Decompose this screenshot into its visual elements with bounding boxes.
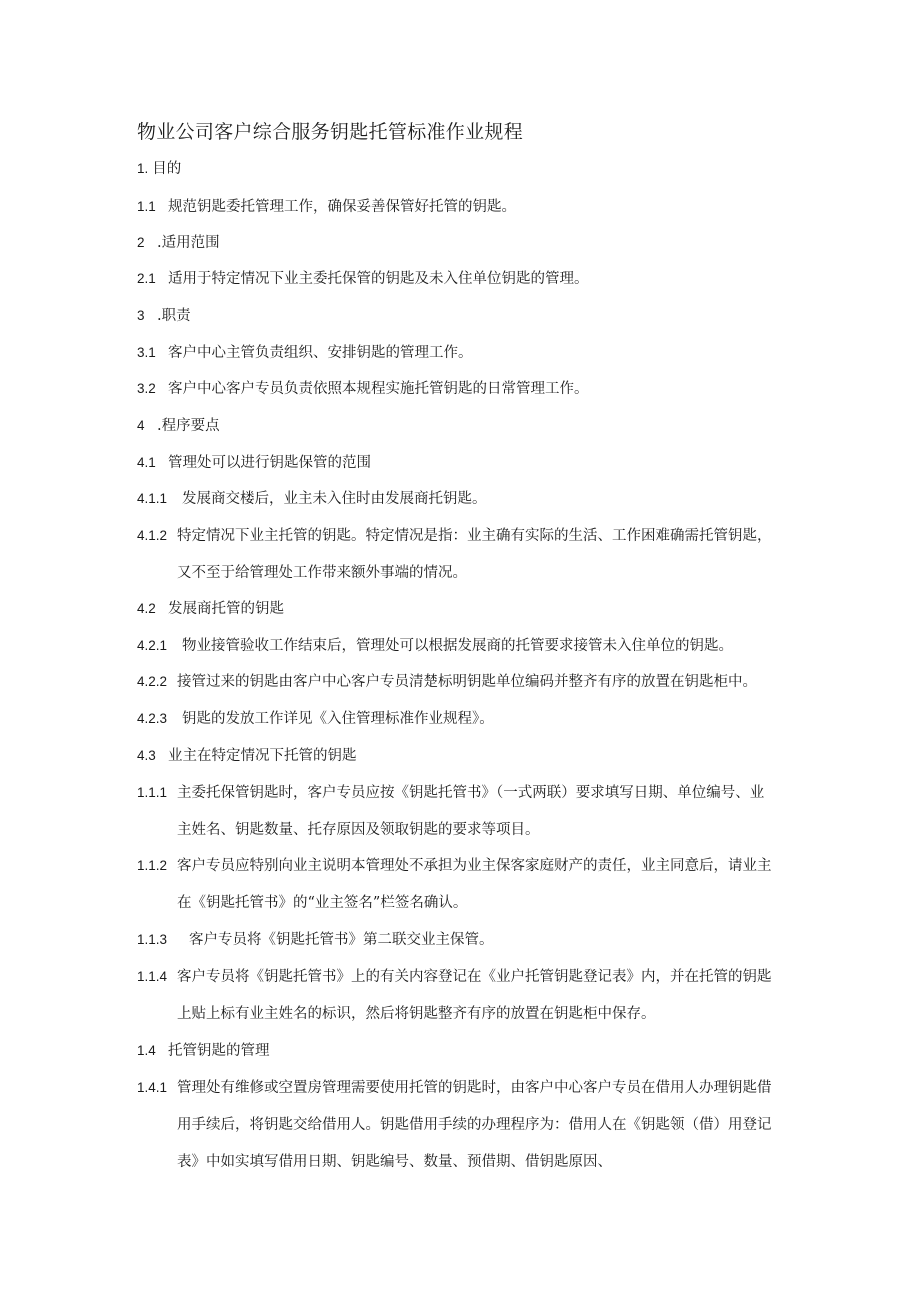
clause bbox=[137, 930, 494, 950]
clause-number: 4.1.1 bbox=[137, 491, 168, 506]
clause-text: 客户专员将《钥匙托管书》上的有关内容登记在《业户托管钥匙登记表》内，并在托管的钥匙 bbox=[177, 969, 772, 985]
section-number: 3 bbox=[137, 308, 145, 323]
clause-text: 客户专员将《钥匙托管书》第二联交业主保管。 bbox=[189, 932, 494, 948]
clause bbox=[137, 636, 733, 656]
clause bbox=[137, 1078, 772, 1098]
clause bbox=[137, 379, 589, 399]
clause-text: 接管过来的钥匙由客户中心客户专员清楚标明钥匙单位编码并整齐有序的放置在钥匙柜中。 bbox=[177, 674, 757, 690]
clause bbox=[137, 856, 772, 876]
clause-number: 4.2.2 bbox=[137, 674, 168, 689]
section-heading bbox=[137, 233, 220, 253]
clause-number: 3.2 bbox=[137, 381, 156, 396]
section-heading bbox=[137, 306, 191, 326]
clause-text: 客户专员应特别向业主说明本管理处不承担为业主保客家庭财产的责任，业主同意后，请业主 bbox=[177, 858, 772, 874]
clause-continuation: 在《钥匙托管书》的“业主签名”栏签名确认。 bbox=[177, 895, 468, 911]
clause-continuation: 表》中如实填写借用日期、钥匙编号、数量、预借期、借钥匙原因、 bbox=[177, 1154, 612, 1170]
document-title: 物业公司客户综合服务钥匙托管标准作业规程 bbox=[137, 121, 524, 143]
clause bbox=[137, 343, 473, 363]
clause bbox=[137, 672, 757, 692]
section-text: 目的 bbox=[152, 161, 182, 177]
clause-number: 1.1.3 bbox=[137, 932, 168, 947]
section-heading bbox=[137, 159, 181, 179]
clause-text: 托管钥匙的管理 bbox=[168, 1043, 270, 1059]
clause-number: 1.1 bbox=[137, 199, 156, 214]
clause-continuation: 上贴上标有业主姓名的标识，然后将钥匙整齐有序的放置在钥匙柜中保存。 bbox=[177, 1006, 656, 1022]
clause bbox=[137, 599, 284, 619]
section-text: .适用范围 bbox=[157, 235, 220, 251]
clause-text: 规范钥匙委托管理工作，确保妥善保管好托管的钥匙。 bbox=[168, 199, 516, 215]
section-heading bbox=[137, 416, 220, 436]
clause-continuation: 主姓名、钥匙数量、托存原因及领取钥匙的要求等项目。 bbox=[177, 822, 540, 838]
clause-continuation: 用手续后，将钥匙交给借用人。钥匙借用手续的办理程序为：借用人在《钥匙领（借）用登记 bbox=[177, 1117, 772, 1133]
clause-text: 客户中心客户专员负责依照本规程实施托管钥匙的日常管理工作。 bbox=[168, 381, 589, 397]
clause-text: 发展商交楼后，业主未入住时由发展商托钥匙。 bbox=[182, 491, 487, 507]
clause-number: 4.2.1 bbox=[137, 638, 168, 653]
clause bbox=[137, 967, 772, 987]
clause bbox=[137, 709, 494, 729]
clause-text: 发展商托管的钥匙 bbox=[168, 601, 284, 617]
clause-continuation: 又不至于给管理处工作带来额外事端的情况。 bbox=[177, 565, 467, 581]
clause-number: 4.1 bbox=[137, 455, 156, 470]
clause bbox=[137, 453, 371, 473]
clause-number: 2.1 bbox=[137, 271, 156, 286]
clause-text: 管理处有维修或空置房管理需要使用托管的钥匙时，由客户中心客户专员在借用人办理钥匙借 bbox=[177, 1080, 772, 1096]
clause-text: 管理处可以进行钥匙保管的范围 bbox=[168, 455, 371, 471]
clause-number: 3.1 bbox=[137, 345, 156, 360]
clause bbox=[137, 783, 764, 803]
clause-text: 适用于特定情况下业主委托保管的钥匙及未入住单位钥匙的管理。 bbox=[168, 271, 589, 287]
clause bbox=[137, 489, 487, 509]
clause bbox=[137, 197, 516, 217]
section-text: .程序要点 bbox=[157, 418, 220, 434]
clause-text: 主委托保管钥匙时，客户专员应按《钥匙托管书》（一式两联）要求填写日期、单位编号、业 bbox=[177, 785, 765, 801]
clause-text: 业主在特定情况下托管的钥匙 bbox=[168, 748, 357, 764]
clause-number: 4.2.3 bbox=[137, 711, 168, 726]
section-number: 1. bbox=[137, 161, 149, 176]
clause bbox=[137, 746, 357, 766]
clause-text: 物业接管验收工作结束后，管理处可以根据发展商的托管要求接管未入住单位的钥匙。 bbox=[182, 638, 733, 654]
section-number: 2 bbox=[137, 235, 145, 250]
clause-number: 1.1.2 bbox=[137, 858, 168, 873]
clause-number: 1.1.1 bbox=[137, 785, 168, 800]
clause bbox=[137, 269, 589, 289]
clause-text: 特定情况下业主托管的钥匙。特定情况是指：业主确有实际的生活、工作困难确需托管钥匙， bbox=[177, 528, 772, 544]
clause-number: 1.4 bbox=[137, 1043, 156, 1058]
clause-text: 客户中心主管负责组织、安排钥匙的管理工作。 bbox=[168, 345, 473, 361]
clause-number: 4.1.2 bbox=[137, 528, 168, 543]
clause-number: 4.2 bbox=[137, 601, 156, 616]
clause-number: 4.3 bbox=[137, 748, 156, 763]
clause bbox=[137, 1041, 270, 1061]
clause-number: 1.1.4 bbox=[137, 969, 168, 984]
clause-text: 钥匙的发放工作详见《入住管理标准作业规程》。 bbox=[182, 711, 494, 727]
clause bbox=[137, 526, 772, 546]
section-text: .职责 bbox=[157, 308, 191, 324]
section-number: 4 bbox=[137, 418, 145, 433]
clause-number: 1.4.1 bbox=[137, 1080, 168, 1095]
